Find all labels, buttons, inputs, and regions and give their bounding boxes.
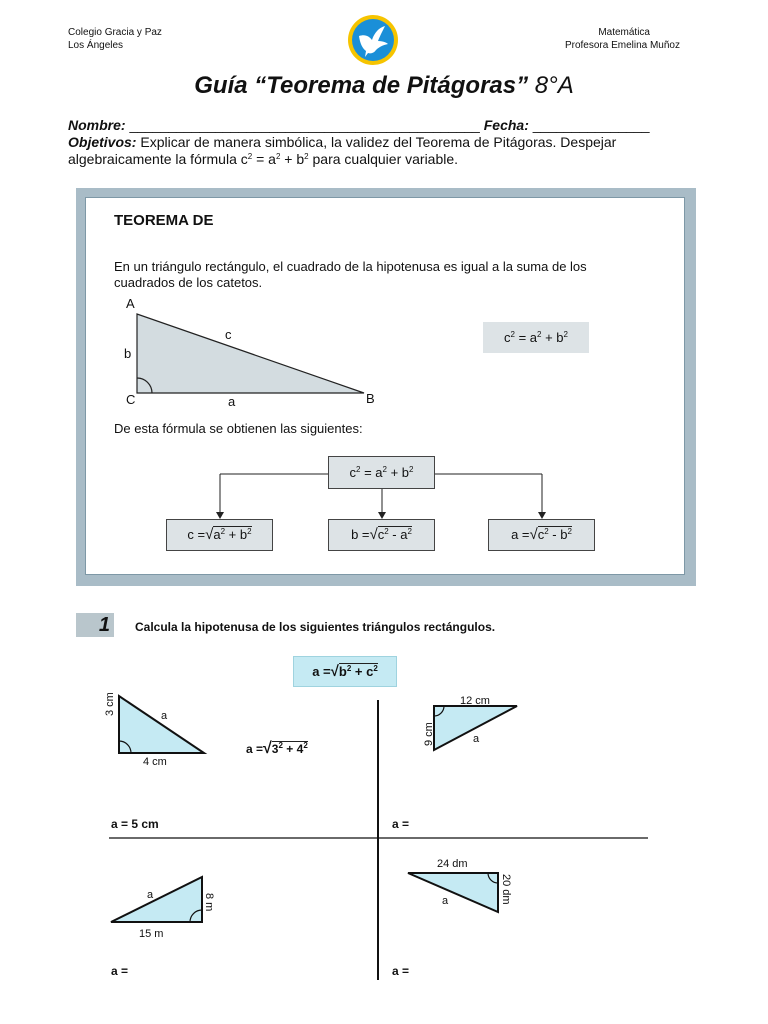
objectives-line2: = a (252, 151, 276, 167)
derive-text: De esta fórmula se obtienen las siguientes: (114, 421, 363, 436)
subject: Matemática (598, 27, 650, 38)
side-a-label: a (228, 394, 236, 409)
school-city: Los Ángeles (68, 40, 124, 51)
objectives-line2: algebraicamente la fórmula c (68, 151, 248, 167)
formula-term: c (366, 664, 374, 679)
exponent: 2 (247, 527, 252, 536)
exponent: 2 (356, 465, 361, 474)
objectives-line1: Explicar de manera simbólica, la validez del Teorema de Pitágoras. Despejar (140, 134, 617, 150)
exponent: 2 (567, 527, 572, 536)
formula-term: a = (312, 664, 331, 679)
sqrt-icon: √ (205, 526, 214, 543)
exponent: 2 (382, 465, 387, 474)
triangle-3 (105, 872, 215, 927)
formula-term: + (282, 742, 297, 756)
formula-term: b = (351, 527, 370, 542)
sqrt-icon: √ (330, 663, 339, 680)
exponent: 2 (537, 330, 542, 339)
t4-hyp-label: a (442, 895, 449, 907)
title-main: Guía “Teorema de Pitágoras” (194, 72, 529, 99)
formula-term: b (560, 527, 568, 542)
exponent: 2 (563, 330, 568, 339)
objectives-line2: para cualquier variable. (308, 151, 459, 167)
t3-bottom-label: 15 m (139, 928, 164, 940)
formula-term: = a (360, 465, 383, 480)
side-b-label: b (124, 346, 132, 361)
formula-term: + (351, 664, 367, 679)
formula-term: = a (514, 330, 538, 345)
formula-term: - (388, 527, 401, 542)
vertex-a-label: A (126, 296, 135, 311)
t4-top-label: 24 dm (437, 858, 468, 870)
title-grade: 8°A (534, 72, 574, 99)
exponent: 2 (247, 152, 253, 161)
triangle-2 (425, 700, 525, 755)
formula-term: c = (187, 527, 206, 542)
formula-term: a (213, 527, 221, 542)
radicand (272, 741, 308, 756)
exponent: 2 (544, 527, 549, 536)
exercise-number: 1 (76, 613, 114, 637)
teacher: Profesora Emelina Muñoz (564, 40, 680, 51)
name-blank[interactable]: _____________________________________________ (129, 117, 480, 133)
exercise-instruction: Calcula la hipotenusa de los siguientes triángulos rectángulos. (135, 620, 496, 634)
exponent: 2 (304, 152, 309, 161)
formula-term: c (504, 330, 511, 345)
t1-bottom-label: 4 cm (143, 756, 167, 768)
sqrt-icon: √ (263, 740, 272, 757)
formula-term: c (349, 465, 357, 480)
exponent: 2 (510, 330, 515, 339)
t2-hyp-label: a (473, 733, 480, 745)
formula-term: 3 (271, 742, 279, 756)
date-blank[interactable]: _______________ (532, 117, 650, 133)
t1-vertical-label: 3 cm (104, 692, 116, 716)
formula-term: 4 (296, 742, 304, 756)
side-c-label: c (225, 327, 232, 342)
triangle-4 (402, 868, 507, 918)
exponent: 2 (275, 152, 281, 161)
exponent: 2 (278, 741, 283, 750)
exponent: 2 (409, 465, 414, 474)
theorem-heading: TEOREMA DE (114, 212, 214, 229)
objectives-label: Objetivos: (68, 134, 137, 150)
name-label: Nombre: (68, 117, 126, 133)
t2-top-label: 12 cm (460, 695, 490, 707)
sqrt-icon: √ (529, 526, 538, 543)
exponent: 2 (303, 741, 308, 750)
formula-term: a = (511, 527, 530, 542)
vertex-c-label: C (126, 392, 136, 407)
formula-term: + b (541, 330, 564, 345)
school-name: Colegio Gracia y Paz (68, 27, 162, 38)
objectives-line2: + b (280, 151, 305, 167)
triangle-1 (110, 690, 210, 760)
formula-term: a = (246, 742, 264, 756)
formula-term: b (338, 664, 347, 679)
t3-answer: a = (111, 964, 129, 978)
formula-term: c (537, 527, 545, 542)
t3-hyp-label: a (147, 889, 154, 901)
t1-hyp-label: a (161, 710, 168, 722)
exponent: 2 (384, 527, 389, 536)
t2-answer: a = (392, 817, 410, 831)
formula-term: a (400, 527, 408, 542)
formula-term: b (239, 527, 248, 542)
t2-vertical-label: 9 cm (423, 722, 435, 746)
t3-vertical-label: 8 m (203, 893, 215, 912)
date-label: Fecha: (483, 117, 529, 133)
formula-term: - (548, 527, 561, 542)
formula-term: + (225, 527, 240, 542)
formula-term: + b (386, 465, 410, 480)
t4-vertical-label: 20 dm (500, 874, 512, 905)
t4-answer: a = (392, 964, 410, 978)
t1-work (246, 740, 308, 758)
t1-answer: a = 5 cm (111, 817, 159, 831)
vertex-b-label: B (366, 391, 375, 406)
exponent: 2 (407, 527, 412, 536)
sqrt-icon: √ (369, 526, 378, 543)
exponent: 2 (220, 527, 226, 536)
statement-line: En un triángulo rectángulo, el cuadrado de la hipotenusa es igual a la suma de los (114, 259, 587, 274)
exponent: 2 (373, 664, 378, 673)
formula-term: c (377, 527, 385, 542)
exponent: 2 (346, 664, 352, 673)
statement-line: cuadrados de los catetos. (114, 275, 263, 290)
